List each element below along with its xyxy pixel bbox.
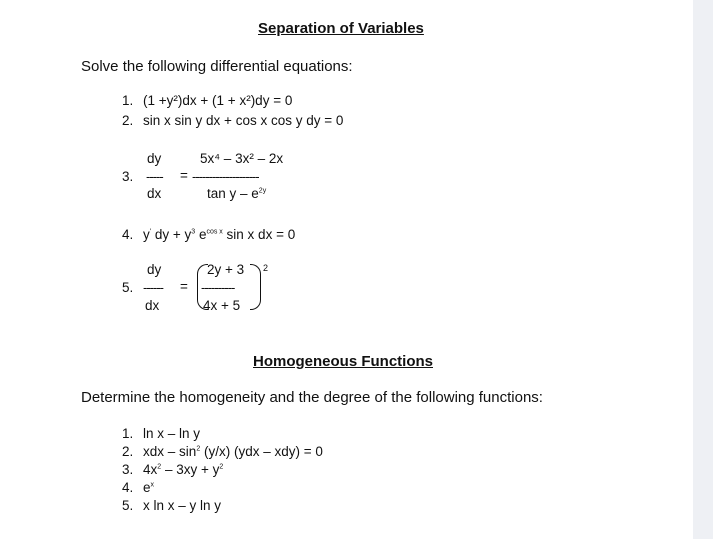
equals-sign: = xyxy=(180,168,188,183)
rhs-denominator xyxy=(207,186,266,201)
section-instruction-homogeneous: Determine the homogeneity and the degree of the following functions: xyxy=(81,389,543,406)
function-text: 4x xyxy=(143,462,158,477)
term-e: e xyxy=(195,227,207,242)
exponent: ' xyxy=(149,228,152,236)
section-title-homogeneous: Homogeneous Functions xyxy=(253,353,433,370)
item-number: 4. xyxy=(122,480,134,495)
function-text-rest: – 3xy + y xyxy=(161,462,220,477)
exponent: 2y xyxy=(258,187,267,195)
equation-1 xyxy=(122,93,292,108)
rhs-fraction-bar: ---------- xyxy=(201,280,235,295)
item-number: 4. xyxy=(122,227,134,242)
item-number: 3. xyxy=(122,169,134,184)
function-text: xdx – sin xyxy=(143,444,197,459)
item-number: 1. xyxy=(122,426,134,441)
list-item xyxy=(122,462,223,477)
function-text: x ln x – y ln y xyxy=(143,498,222,513)
item-number: 5. xyxy=(122,280,134,295)
equation-text: (1 +y²)dx + (1 + x²)dy = 0 xyxy=(143,93,293,108)
exponent: x xyxy=(150,481,155,489)
term-dy: dy + y xyxy=(151,227,192,242)
item-number: 5. xyxy=(122,498,134,513)
section-instruction-separation: Solve the following differential equations: xyxy=(81,58,353,75)
rhs-numerator: 2y + 3 xyxy=(207,262,245,277)
function-text: e xyxy=(143,480,151,495)
term-y: y xyxy=(143,227,150,242)
lhs-numerator: dy xyxy=(147,262,162,277)
equals-sign: = xyxy=(180,279,188,294)
list-item xyxy=(122,498,221,513)
item-number: 2. xyxy=(122,444,134,459)
list-item xyxy=(122,444,323,459)
exponent: 2 xyxy=(219,463,224,471)
list-item xyxy=(122,426,200,441)
exponent: 2 xyxy=(196,445,201,453)
exponent: cos x xyxy=(206,228,223,236)
item-number: 1. xyxy=(122,93,134,108)
function-text: ln x – ln y xyxy=(143,426,201,441)
lhs-denominator: dx xyxy=(145,298,160,313)
rhs-denominator: 4x + 5 xyxy=(203,298,241,313)
equation-4 xyxy=(122,227,295,242)
exponent: 2 xyxy=(157,463,162,471)
rhs-fraction-bar: -------------------- xyxy=(192,169,259,184)
lhs-fraction-bar: ------ xyxy=(143,280,163,295)
lhs-fraction-bar: ----- xyxy=(146,169,163,184)
list-item xyxy=(122,480,154,495)
right-parenthesis xyxy=(250,264,261,310)
equation-2 xyxy=(122,113,343,128)
rhs-numerator: 5x⁴ – 3x² – 2x xyxy=(200,151,284,166)
term-rest: sin x dx = 0 xyxy=(222,227,296,242)
item-number: 3. xyxy=(122,462,134,477)
document-page: Separation of Variables Solve the following differential equations: 1. (1 +y²)dx + (1 + x²)dy = 0 2. sin x sin y dx + cos x cos y dy = 0 dy 3. ----- = dx 5x⁴ – 3x² – 2x -------------------- tan y – $e^{2y}$ 4. y' dy + $y^3$ $e^{cos x}$ sin x dx = 0 dy 5. ------ = dx 2y + 3 ---------- 4x + 5 2 Homogeneous Functions Determine the homogeneity and the degree of the following functions: 1. ln x – ln y 2. xdx – $\sin^2 (y/x)$ (ydx – xdy) = 0 3. $4x^2 - 3xy + y^2$ 4. $e^x$ 5. x ln x – y ln y xyxy=(0,0,693,539)
function-text-rest: (y/x) (ydx – xdy) = 0 xyxy=(200,444,323,459)
scrollbar-track[interactable] xyxy=(693,0,713,539)
item-number: 2. xyxy=(122,113,134,128)
lhs-numerator: dy xyxy=(147,151,162,166)
exponent: 3 xyxy=(191,228,196,236)
rhs-denominator-base: tan y – e xyxy=(207,186,259,201)
section-title-separation: Separation of Variables xyxy=(258,20,424,37)
lhs-denominator: dx xyxy=(147,186,162,201)
equation-text: sin x sin y dx + cos x cos y dy = 0 xyxy=(143,113,344,128)
